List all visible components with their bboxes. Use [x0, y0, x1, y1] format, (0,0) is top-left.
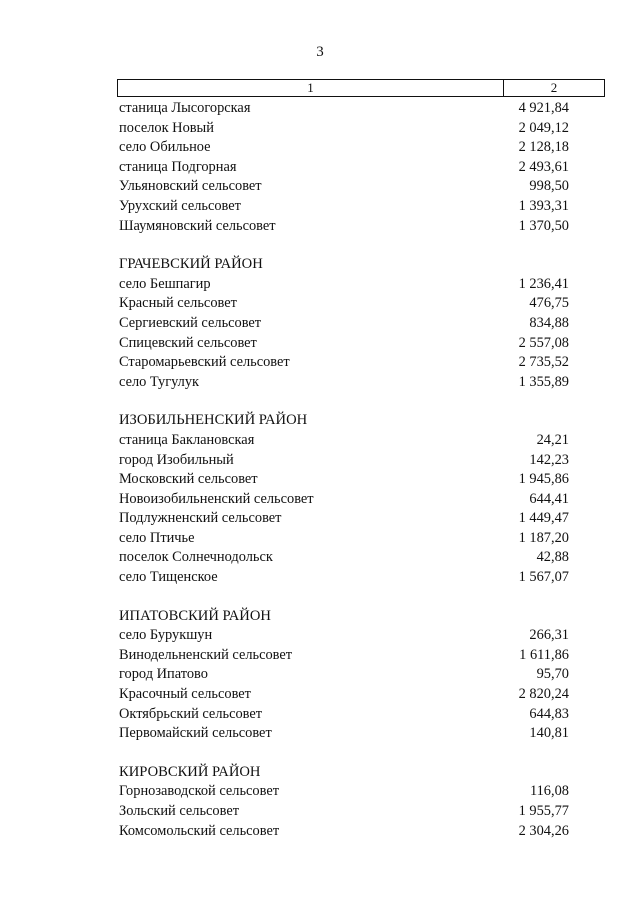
settlement-value: 24,21 [536, 431, 569, 448]
settlement-name: Первомайский сельсовет [119, 725, 272, 742]
table-row [119, 138, 569, 158]
table-row [119, 177, 569, 197]
table-row [119, 665, 569, 685]
table-row [119, 470, 569, 490]
settlement-value: 140,81 [529, 725, 569, 742]
table-row [119, 724, 569, 744]
settlement-value: 644,83 [529, 705, 569, 722]
settlement-name: Ульяновский сельсовет [119, 178, 262, 195]
settlement-name: село Обильное [119, 139, 211, 156]
table-row [119, 314, 569, 334]
settlement-value: 1 955,77 [518, 803, 569, 819]
settlement-value: 2 304,26 [518, 822, 569, 839]
settlement-name: Московский сельсовет [119, 471, 258, 488]
settlement-value: 1 355,89 [518, 373, 569, 390]
settlement-name: село Бурукшун [119, 627, 213, 644]
settlement-name: Красный сельсовет [119, 295, 237, 312]
table-row [119, 490, 569, 510]
table-row [119, 685, 569, 705]
table-row [119, 334, 569, 354]
settlement-name: Подлужненский сельсовет [119, 510, 282, 527]
section-title: ИЗОБИЛЬНЕНСКИЙ РАЙОН [119, 412, 308, 429]
settlement-name: Урухский сельсовет [119, 197, 241, 214]
table-header [117, 79, 605, 97]
settlement-value: 834,88 [529, 314, 569, 331]
settlement-name: село Тугулук [119, 373, 200, 390]
settlement-name: город Ипатово [119, 666, 208, 683]
settlement-value: 4 921,84 [518, 100, 569, 116]
settlement-value: 266,31 [529, 627, 569, 644]
settlement-value: 1 393,31 [518, 197, 569, 214]
table-row [119, 802, 569, 822]
page-number: 3 [316, 44, 324, 60]
table-row [119, 275, 569, 295]
table-row [119, 158, 569, 178]
section-title: КИРОВСКИЙ РАЙОН [119, 763, 261, 780]
settlement-value: 476,75 [529, 295, 569, 312]
table-row [119, 99, 569, 119]
settlement-value: 42,88 [536, 549, 569, 566]
settlement-value: 1 187,20 [518, 529, 569, 546]
settlement-value: 644,41 [529, 490, 569, 507]
settlement-value: 116,08 [529, 783, 569, 800]
settlement-value: 2 735,52 [518, 354, 569, 371]
table-row [119, 294, 569, 314]
settlement-name: Шаумяновский сельсовет [119, 217, 276, 234]
settlement-name: Зольский сельсовет [119, 803, 240, 819]
settlement-name: село Птичье [119, 529, 195, 546]
settlement-name: село Бешпагир [119, 275, 211, 292]
table-row [119, 217, 569, 237]
settlement-name: станица Лысогорская [119, 100, 251, 116]
settlement-name: Горнозаводской сельсовет [119, 783, 280, 800]
settlement-name: Винодельненский сельсовет [119, 646, 293, 663]
table-row [119, 431, 569, 451]
settlement-name: Новоизобильненский сельсовет [119, 490, 314, 507]
settlement-name: Спицевский сельсовет [119, 334, 257, 351]
settlement-value: 1 611,86 [519, 646, 569, 663]
table-row [119, 705, 569, 725]
settlement-name: поселок Новый [119, 119, 214, 136]
settlement-value: 1 945,86 [518, 471, 569, 488]
settlement-value: 142,23 [529, 451, 569, 468]
settlement-value: 1 567,07 [518, 569, 569, 586]
table-row [119, 782, 569, 802]
settlement-name: станица Баклановская [119, 431, 255, 448]
settlement-value: 2 049,12 [518, 119, 569, 136]
table-row [119, 197, 569, 217]
settlement-value: 2 820,24 [518, 686, 569, 703]
settlement-name: Сергиевский сельсовет [119, 314, 262, 331]
table-row [119, 646, 569, 666]
settlement-value: 998,50 [529, 178, 569, 195]
table-row [119, 822, 569, 842]
settlement-name: станица Подгорная [119, 158, 237, 175]
table-row [119, 548, 569, 568]
table-row [119, 529, 569, 549]
settlement-value: 1 370,50 [518, 217, 569, 234]
settlement-name: Октябрьский сельсовет [119, 705, 263, 722]
table-row [119, 509, 569, 529]
table-row [119, 353, 569, 373]
settlement-name: Комсомольский сельсовет [119, 822, 280, 839]
table-row [119, 373, 569, 393]
header-column-2: 2 [550, 80, 558, 95]
settlement-value: 2 557,08 [518, 334, 569, 351]
settlement-name: Старомарьевский сельсовет [119, 354, 290, 371]
settlement-name: Красочный сельсовет [119, 686, 251, 703]
table-row [119, 119, 569, 139]
settlement-value: 2 493,61 [518, 158, 569, 175]
settlement-name: город Изобильный [119, 451, 234, 468]
table-body [119, 99, 569, 841]
section-title: ИПАТОВСКИЙ РАЙОН [119, 607, 271, 624]
table-row [119, 626, 569, 646]
table-row [119, 568, 569, 588]
settlement-name: поселок Солнечнодольск [119, 549, 273, 566]
settlement-name: село Тищенское [119, 569, 218, 586]
table-row [119, 451, 569, 471]
settlement-value: 95,70 [536, 666, 569, 683]
section-title: ГРАЧЕВСКИЙ РАЙОН [119, 256, 263, 273]
settlement-value: 1 449,47 [518, 510, 569, 527]
settlement-value: 1 236,41 [518, 275, 569, 292]
header-column-1: 1 [118, 80, 504, 96]
settlement-value: 2 128,18 [518, 139, 569, 156]
